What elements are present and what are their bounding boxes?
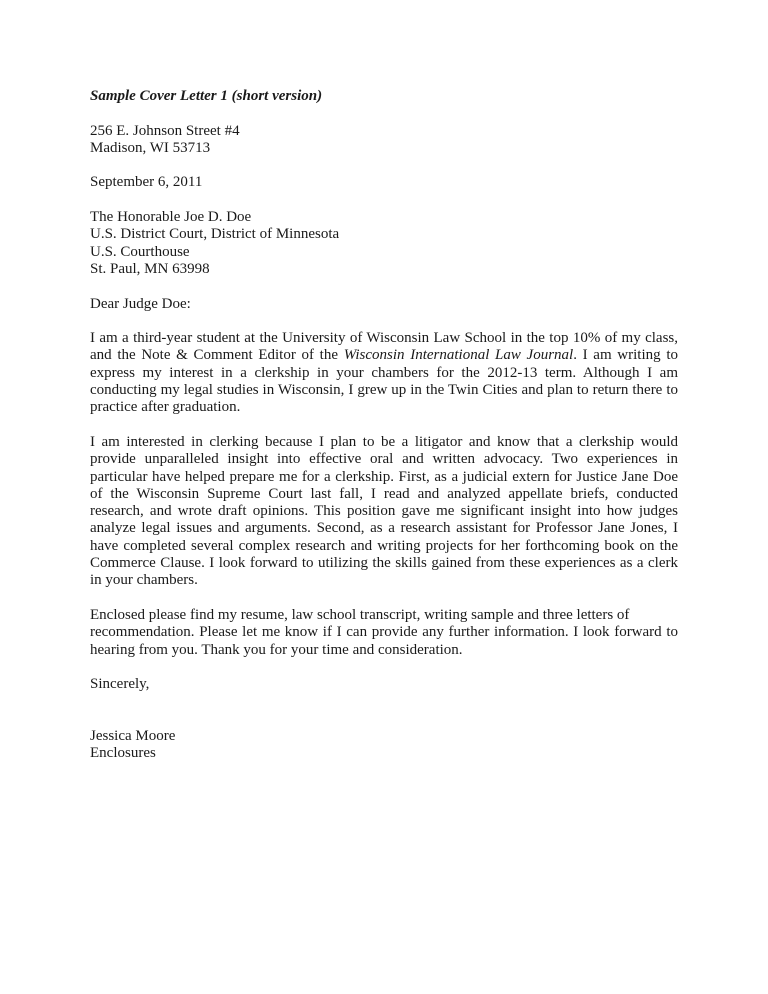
body-paragraph-3	[90, 607, 678, 659]
sender-address-line1: 256 E. Johnson Street #4	[90, 122, 240, 139]
signature-block	[90, 728, 678, 763]
signature-name: Jessica Moore	[90, 727, 176, 744]
recipient-court: U.S. District Court, District of Minnesota	[90, 226, 340, 243]
journal-name-italic: Wisconsin International Law Journal	[343, 347, 574, 364]
sender-address-line2: Madison, WI 53713	[90, 139, 211, 156]
recipient-building: U.S. Courthouse	[90, 243, 190, 260]
recipient-city-state-zip: St. Paul, MN 63998	[90, 260, 210, 277]
recipient-address	[90, 209, 678, 278]
recipient-name: The Honorable Joe D. Doe	[90, 209, 252, 226]
body-paragraph-1	[90, 330, 678, 416]
paragraph3-rest: recommendation. Please let me know if I can provide any further information. I look forward to hearing from you. Thank you for your time and consideration.	[90, 624, 678, 658]
body-paragraph-2: I am interested in clerking because I plan to be a litigator and know that a clerkship would provide unparalleled insight into effective oral and written advocacy. Two experiences in particular have helped prepare me for a clerkship. First, as a judicial extern for Justice Jane Doe of the Wisconsin Supreme Court last fall, I read and analyzed appellate briefs, conducted research, and wrote draft opinions. This position gave me significant insight into how judges analyze legal issues and arguments. Second, as a research assistant for Professor Jane Jones, I have completed several complex research and writing projects for her forthcoming book on the Commerce Clause. I look forward to utilizing the skills gained from these experiences as a clerk in your chambers.	[90, 433, 678, 589]
valediction: Sincerely,	[90, 676, 150, 693]
paragraph3-line1: Enclosed please find my resume, law school transcript, writing sample and three letters of	[90, 606, 630, 623]
date-line: September 6, 2011	[90, 174, 203, 191]
sender-address	[90, 123, 678, 158]
salutation: Dear Judge Doe:	[90, 295, 191, 312]
paragraph1-text-before-italic: I am a third-year student at the University of Wisconsin Law School in the top 10% of my class, and the Note & Comment Editor of the	[90, 330, 678, 364]
paragraph1-text-after-italic: . I am writing to express my interest in a clerkship in your chambers for the 2012-13 term. Although I am conducting my legal studies in Wisconsin, I grew up in the Twin Cities and plan to return there to practice after graduation.	[90, 347, 678, 416]
enclosures-note: Enclosures	[90, 745, 156, 762]
document-title: Sample Cover Letter 1 (short version)	[90, 88, 323, 104]
